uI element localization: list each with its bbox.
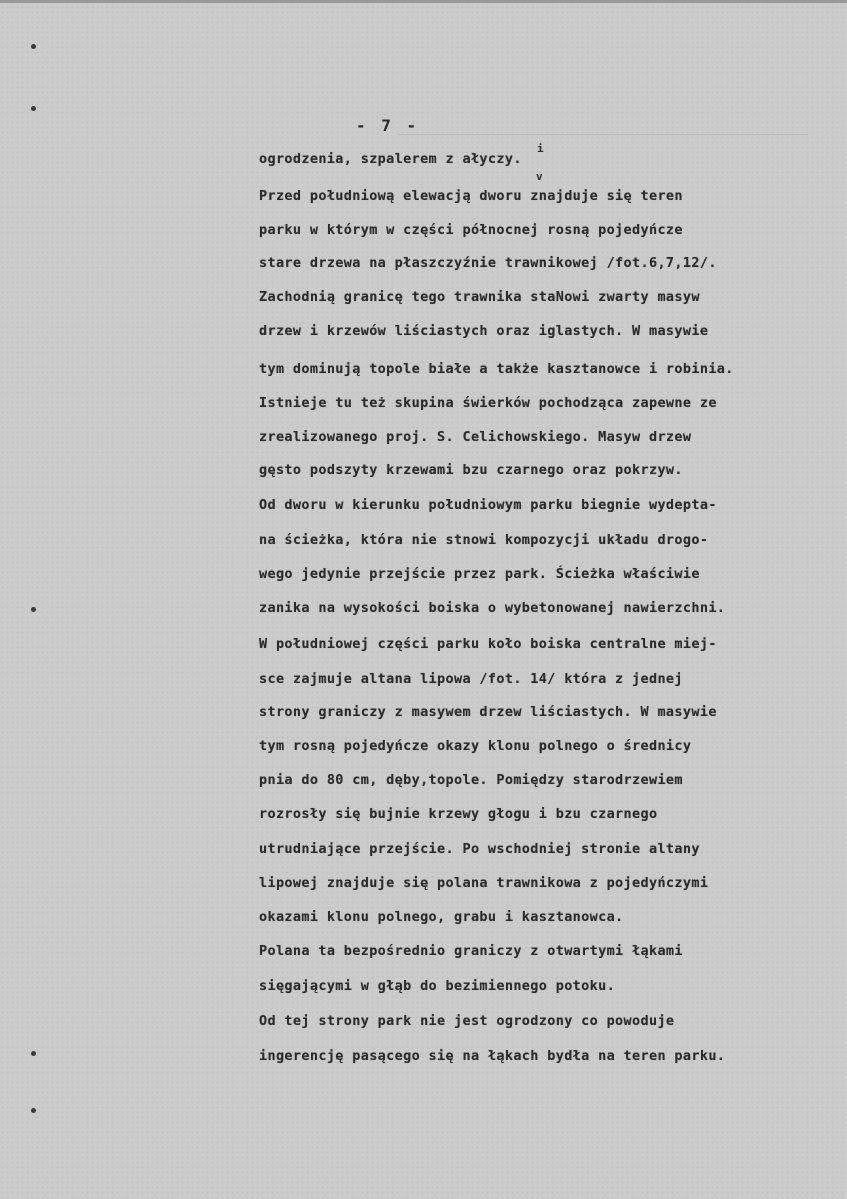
- text-line: Istnieje tu też skupina świerków pochodząca zapewne ze: [259, 395, 717, 411]
- header-rule: [398, 134, 808, 135]
- page-edge: [0, 0, 847, 3]
- correction-mark: v: [536, 170, 543, 183]
- text-line: tym dominują topole białe a także kasztanowce i robinia.: [259, 361, 734, 377]
- text-line: W południowej części parku koło boiska centralne miej-: [259, 636, 717, 652]
- text-line: ogrodzenia, szpalerem z ałyczy.: [259, 151, 522, 167]
- text-line: tym rosną pojedyńcze okazy klonu polnego o średnicy: [259, 738, 692, 754]
- page-number: - 7 -: [356, 116, 420, 135]
- text-line: Od dworu w kierunku południowym parku biegnie wydepta-: [259, 497, 717, 513]
- text-line: stare drzewa na płaszczyźnie trawnikowej /fot.6,7,12/.: [259, 255, 717, 271]
- binder-hole-mark: [31, 106, 36, 111]
- binder-hole-mark: [31, 1108, 36, 1113]
- binder-hole-mark: [31, 44, 36, 49]
- text-line: parku w którym w części północnej rosną pojedyńcze: [259, 222, 683, 238]
- text-line: Od tej strony park nie jest ogrodzony co powoduje: [259, 1013, 675, 1029]
- text-line: Polana ta bezpośrednio graniczy z otwartymi łąkami: [259, 943, 683, 959]
- text-line: Zachodnią granicę tego trawnika staNowi zwarty masyw: [259, 289, 700, 305]
- text-line: sce zajmuje altana lipowa /fot. 14/ która z jednej: [259, 671, 683, 687]
- text-line: gęsto podszyty krzewami bzu czarnego oraz pokrzyw.: [259, 462, 683, 478]
- text-line: drzew i krzewów liściastych oraz iglastych. W masywie: [259, 323, 709, 339]
- text-line: ingerencję pasącego się na łąkach bydła na teren parku.: [259, 1048, 726, 1064]
- text-line: utrudniające przejście. Po wschodniej stronie altany: [259, 841, 700, 857]
- text-line: sięgającymi w głąb do bezimiennego potoku.: [259, 978, 616, 994]
- text-line: pnia do 80 cm, dęby,topole. Pomiędzy starodrzewiem: [259, 772, 683, 788]
- text-line: zrealizowanego proj. S. Celichowskiego. Masyw drzew: [259, 429, 692, 445]
- text-line: na ścieżka, która nie stnowi kompozycji układu drogo-: [259, 532, 709, 548]
- text-line: lipowej znajduje się polana trawnikowa z pojedyńczymi: [259, 875, 709, 891]
- text-line: wego jedynie przejście przez park. Ścieżka właściwie: [259, 566, 700, 582]
- text-line: okazami klonu polnego, grabu i kasztanowca.: [259, 909, 624, 925]
- text-line: rozrosły się bujnie krzewy głogu i bzu czarnego: [259, 806, 658, 822]
- handwritten-mark: i: [537, 142, 544, 155]
- text-line: zanika na wysokości boiska o wybetonowanej nawierzchni.: [259, 600, 726, 616]
- text-line: Przed południową elewacją dworu znajduje się teren: [259, 188, 683, 204]
- binder-hole-mark: [31, 1051, 36, 1056]
- binder-hole-mark: [31, 607, 36, 612]
- text-line: strony graniczy z masywem drzew liściastych. W masywie: [259, 704, 717, 720]
